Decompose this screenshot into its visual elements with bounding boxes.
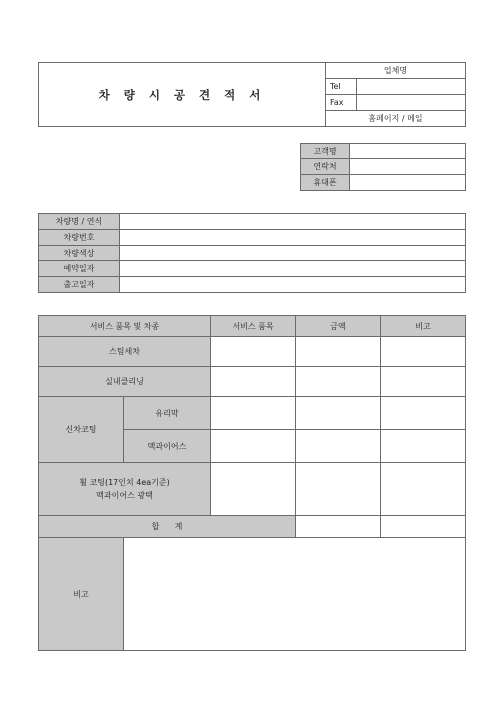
contact-label: 연락처 (301, 159, 350, 175)
total-remarks[interactable] (381, 516, 466, 538)
contact-value[interactable] (350, 159, 466, 175)
company-name-label: 업체명 (326, 63, 466, 79)
vehicle-model-value[interactable] (120, 214, 466, 230)
vehicle-model-label: 차량명 / 연식 (39, 214, 120, 230)
wheel-coating-amount[interactable] (296, 463, 381, 516)
glass-coating-remarks[interactable] (381, 397, 466, 430)
interior-cleaning-remarks[interactable] (381, 367, 466, 397)
header-service-and-vehicle: 서비스 품목 및 차종 (39, 316, 211, 337)
steam-wash-amount[interactable] (296, 337, 381, 367)
homepage-email-label: 홈페이지 / 메일 (326, 111, 466, 127)
vehicle-number-label: 차량번호 (39, 230, 120, 246)
header-amount: 금액 (296, 316, 381, 337)
fax-label: Fax (326, 95, 357, 111)
steam-wash-label: 스팀세차 (39, 337, 211, 367)
meguiars-item[interactable] (211, 430, 296, 463)
wheel-coating-line1: 휠 코팅(17인치 4ea기준) (79, 478, 170, 487)
vehicle-color-label: 차량색상 (39, 246, 120, 261)
total-label: 합 계 (39, 516, 296, 538)
mobile-label: 휴대폰 (301, 175, 350, 191)
new-car-coating-label: 신차코팅 (39, 397, 124, 463)
header-service-item: 서비스 품목 (211, 316, 296, 337)
release-date-label: 출고일자 (39, 277, 120, 293)
remarks-content[interactable] (124, 538, 466, 651)
interior-cleaning-amount[interactable] (296, 367, 381, 397)
meguiars-amount[interactable] (296, 430, 381, 463)
fax-value[interactable] (357, 95, 466, 111)
total-amount[interactable] (296, 516, 381, 538)
vehicle-table (38, 213, 466, 293)
glass-coating-amount[interactable] (296, 397, 381, 430)
customer-name-label: 고객명 (301, 144, 350, 159)
interior-cleaning-item[interactable] (211, 367, 296, 397)
meguiars-remarks[interactable] (381, 430, 466, 463)
customer-name-value[interactable] (350, 144, 466, 159)
wheel-coating-label (39, 463, 211, 516)
steam-wash-remarks[interactable] (381, 337, 466, 367)
glass-coating-item[interactable] (211, 397, 296, 430)
wheel-coating-item[interactable] (211, 463, 296, 516)
release-date-value[interactable] (120, 277, 466, 293)
glass-coating-label: 유리막 (124, 397, 211, 430)
wheel-coating-remarks[interactable] (381, 463, 466, 516)
vehicle-color-value[interactable] (120, 246, 466, 261)
tel-label: Tel (326, 79, 357, 95)
reservation-date-label: 예약일자 (39, 261, 120, 277)
document-title: 차 량 시 공 견 적 서 (39, 63, 326, 127)
service-table (38, 315, 466, 651)
remarks-label: 비고 (39, 538, 124, 651)
meguiars-label: 맥과이어스 (124, 430, 211, 463)
customer-table (300, 143, 466, 191)
header-table (38, 62, 466, 127)
reservation-date-value[interactable] (120, 261, 466, 277)
interior-cleaning-label: 실내클리닝 (39, 367, 211, 397)
tel-value[interactable] (357, 79, 466, 95)
vehicle-number-value[interactable] (120, 230, 466, 246)
header-remarks: 비고 (381, 316, 466, 337)
steam-wash-item[interactable] (211, 337, 296, 367)
mobile-value[interactable] (350, 175, 466, 191)
wheel-coating-line2: 맥과이어스 광택 (96, 491, 153, 500)
